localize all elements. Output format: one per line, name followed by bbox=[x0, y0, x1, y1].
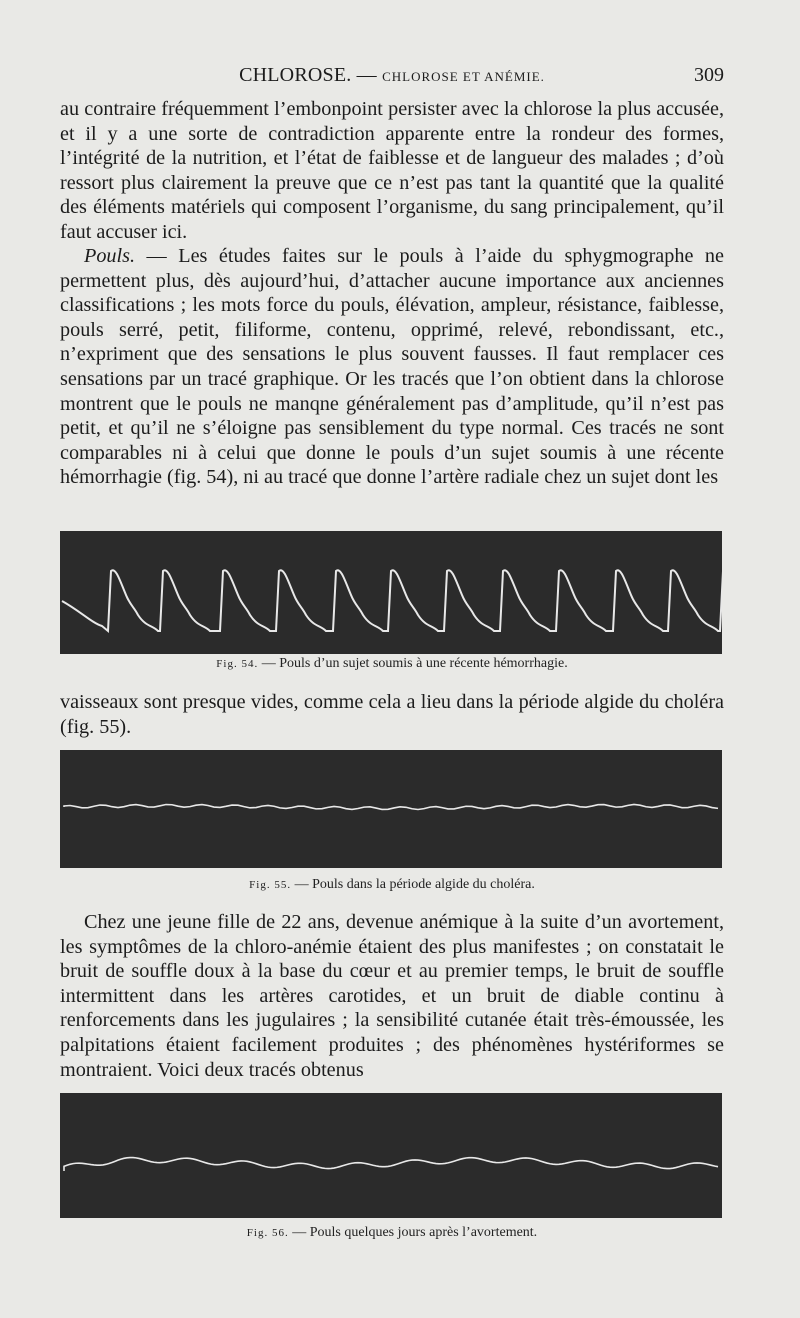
pulse-trace-54 bbox=[60, 531, 722, 654]
page-number: 309 bbox=[694, 64, 724, 86]
figure-56-caption-text: — Pouls quelques jours après l’avortement. bbox=[288, 1225, 538, 1240]
figure-56-plate bbox=[60, 1093, 722, 1218]
title-dash: — bbox=[356, 64, 377, 86]
figure-54-label: Fig. 54. bbox=[216, 658, 259, 670]
figure-54-plate bbox=[60, 531, 722, 654]
paragraph-case: Chez une jeune fille de 22 ans, devenue anémique à la suite d’un avortement, les symptômes de la chloro-anémie étaient des plus manifestes ; on constatait le bruit de souffle doux à la base du cœur et au premier temps, le bruit de souffle intermittent dans les artères carotides, et un bruit de diable continu à renforcements dans les jugulaires ; la sensibilité cutanée était très-émoussée, les palpitations étaient facilement produites ; des phénomènes hystériformes se montraient. Voici deux tracés obtenus bbox=[60, 911, 724, 1081]
figure-55-caption bbox=[60, 876, 724, 894]
figure-55-caption-text: — Pouls dans la période algide du choléra. bbox=[291, 877, 535, 892]
section-title: CHLOROSE ET ANÉMIE. bbox=[382, 69, 545, 84]
paragraph-vaisseaux: vaisseaux sont presque vides, comme cela a lieu dans la période algide du choléra (fig. 55). bbox=[60, 691, 724, 738]
paragraph-body: — Les études faites sur le pouls à l’aide du sphygmographe ne permettent plus, dès aujourd’hui, d’attacher aucune importance aux anciennes classifications ; les mots force du pouls, élévation, ampleur, résistance, faiblesse, pouls serré, petit, filiforme, contenu, opprimé, relevé, rebondissant, etc., n’expriment que des sensations le plus souvent fausses. Il faut remplacer ces sensations par un tracé graphique. Or les tracés que l’on obtient dans la chlorose montrent que le pouls ne manqne généralement pas d’amplitude, qu’il n’est pas petit, et qu’il ne s’éloigne pas sensiblement du type normal. Ces tracés ne sont comparables ni à celui que donne le pouls d’un sujet soumis à une récente hémorrhagie (fig. 54), ni au tracé que donne l’artère radiale chez un sujet dont les bbox=[60, 245, 724, 489]
running-header bbox=[60, 62, 724, 88]
pulse-trace-56 bbox=[60, 1093, 722, 1218]
paragraph-lead: Pouls. bbox=[84, 245, 136, 267]
figure-55-plate bbox=[60, 750, 722, 868]
paragraph-continuation: au contraire fréquemment l’embonpoint persister avec la chlorose la plus accusée, et il y a une sorte de contradiction apparente entre la rondeur des formes, l’intégrité de la nutrition, et l’état de faiblesse et de langueur des malades ; d’où ressort plus clairement la preuve que ce n’est pas tant la quantité que la qualité des éléments matériels qui composent l’organisme, du sang principalement, qu’il faut accuser ici. bbox=[60, 98, 724, 243]
figure-55-label: Fig. 55. bbox=[249, 879, 292, 891]
figure-56-caption bbox=[60, 1224, 724, 1242]
running-title bbox=[60, 62, 724, 90]
figure-56-label: Fig. 56. bbox=[246, 1227, 289, 1239]
pulse-trace-55 bbox=[60, 750, 722, 868]
paragraph-pouls bbox=[60, 244, 724, 490]
chapter-title: CHLOROSE. bbox=[239, 64, 352, 86]
figure-54-caption bbox=[60, 655, 724, 673]
figure-54-caption-text: — Pouls d’un sujet soumis à une récente hémorrhagie. bbox=[258, 656, 568, 671]
